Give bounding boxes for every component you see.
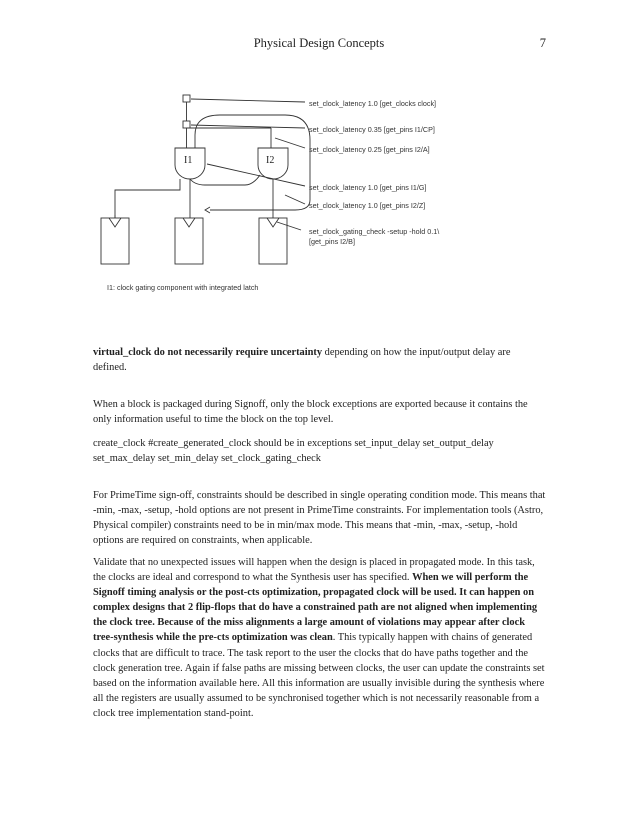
paragraph-text: . This typically happen with chains of generated clocks that are difficult to trace. The task report to the user the clocks that do have paths together and the clock generation tree. Again if false paths are missing between clocks, the user can update the constraints set based on the information available here. All this information are usually invisible during the synthesis where all the registers are usually assumed to be synchronised together which is not necessarily reasonable from a clock tree implementation stand-point. [93, 632, 545, 719]
annotation-3: set_clock_latency 0.25 [get_pins I2/A] [309, 145, 430, 154]
gate-i1-label: I1 [184, 155, 193, 166]
clock-port [183, 95, 190, 102]
leader-line [285, 195, 305, 204]
paragraph-text: For PrimeTime sign-off, constraints should be described in single operating condition mode. This means that -min, -max, -setup, -hold options are not present in PrimeTime constraints. For implementation tools (Astro, Physical compiler) constraints need to be in min/max mode. This means that -min, -max, -setup, -hold options are required on constraints, when applicable. [93, 490, 546, 547]
paragraph-primetime [93, 488, 546, 548]
clock-pin [183, 121, 190, 128]
paragraph-propagated-mode [93, 555, 546, 721]
paragraph-text: depending on how the input/output delay are defined. [93, 347, 511, 374]
paragraph-text: When a block is packaged during Signoff, only the block exceptions are exported because it contains the only information useful to time the block on the top level. [93, 399, 528, 426]
annotation-1: set_clock_latency 1.0 [get_clocks clock] [309, 99, 437, 108]
flop-3 [259, 218, 287, 264]
flop-1 [101, 218, 129, 264]
page-number: 7 [539, 36, 546, 50]
paragraph-bold: virtual_clock do not necessarily require uncertainty [93, 347, 323, 358]
gating-net [190, 175, 260, 185]
annotation-4: set_clock_latency 1.0 [get_pins I1/G] [309, 183, 427, 192]
figure-caption: I1: clock gating component with integrated latch [107, 283, 259, 292]
gate-i2-label: I2 [266, 155, 275, 166]
annotation-7: [get_pins I2/B] [309, 237, 355, 246]
leader-line [191, 99, 305, 102]
page-header [0, 36, 638, 54]
clock-latency-figure [95, 90, 515, 300]
paragraph-bold: When we will perform the Signoff timing analysis or the post-cts optimization, propagated clock will be used. It can happen on complex designs that 2 flip-flops that do have a constrained path are not aligned when implementing the clock tree. Because of the miss alignments a large amount of violations may appear after clock tree-synthesis while the pre-cts optimization was clean [93, 572, 538, 644]
feedback-net [195, 115, 310, 210]
annotation-6: set_clock_gating_check -setup -hold 0.1\ [309, 227, 440, 236]
paragraph-constraints-list [93, 436, 546, 466]
flop-2 [175, 218, 203, 264]
paragraph-text: Validate that no unexpected issues will happen when the design is placed in propagated mode. In this task, the clocks are ideal and correspond to what the Synthesis user has specified. [93, 557, 535, 584]
paragraph-virtual-clock [93, 345, 546, 375]
arrow-head [205, 207, 210, 213]
paragraph-text: create_clock #create_generated_clock should be in exceptions set_input_delay set_output_delay set_max_delay set_min_delay set_clock_gating_check [93, 438, 494, 465]
paragraph-signoff-block [93, 397, 546, 427]
annotation-2: set_clock_latency 0.35 [get_pins I1/CP] [309, 125, 435, 134]
annotation-5: set_clock_latency 1.0 [get_pins I2/Z] [309, 201, 426, 210]
output-net [115, 179, 180, 218]
leader-line [207, 164, 305, 186]
leader-line [275, 138, 305, 148]
page-title: Physical Design Concepts [253, 36, 385, 50]
